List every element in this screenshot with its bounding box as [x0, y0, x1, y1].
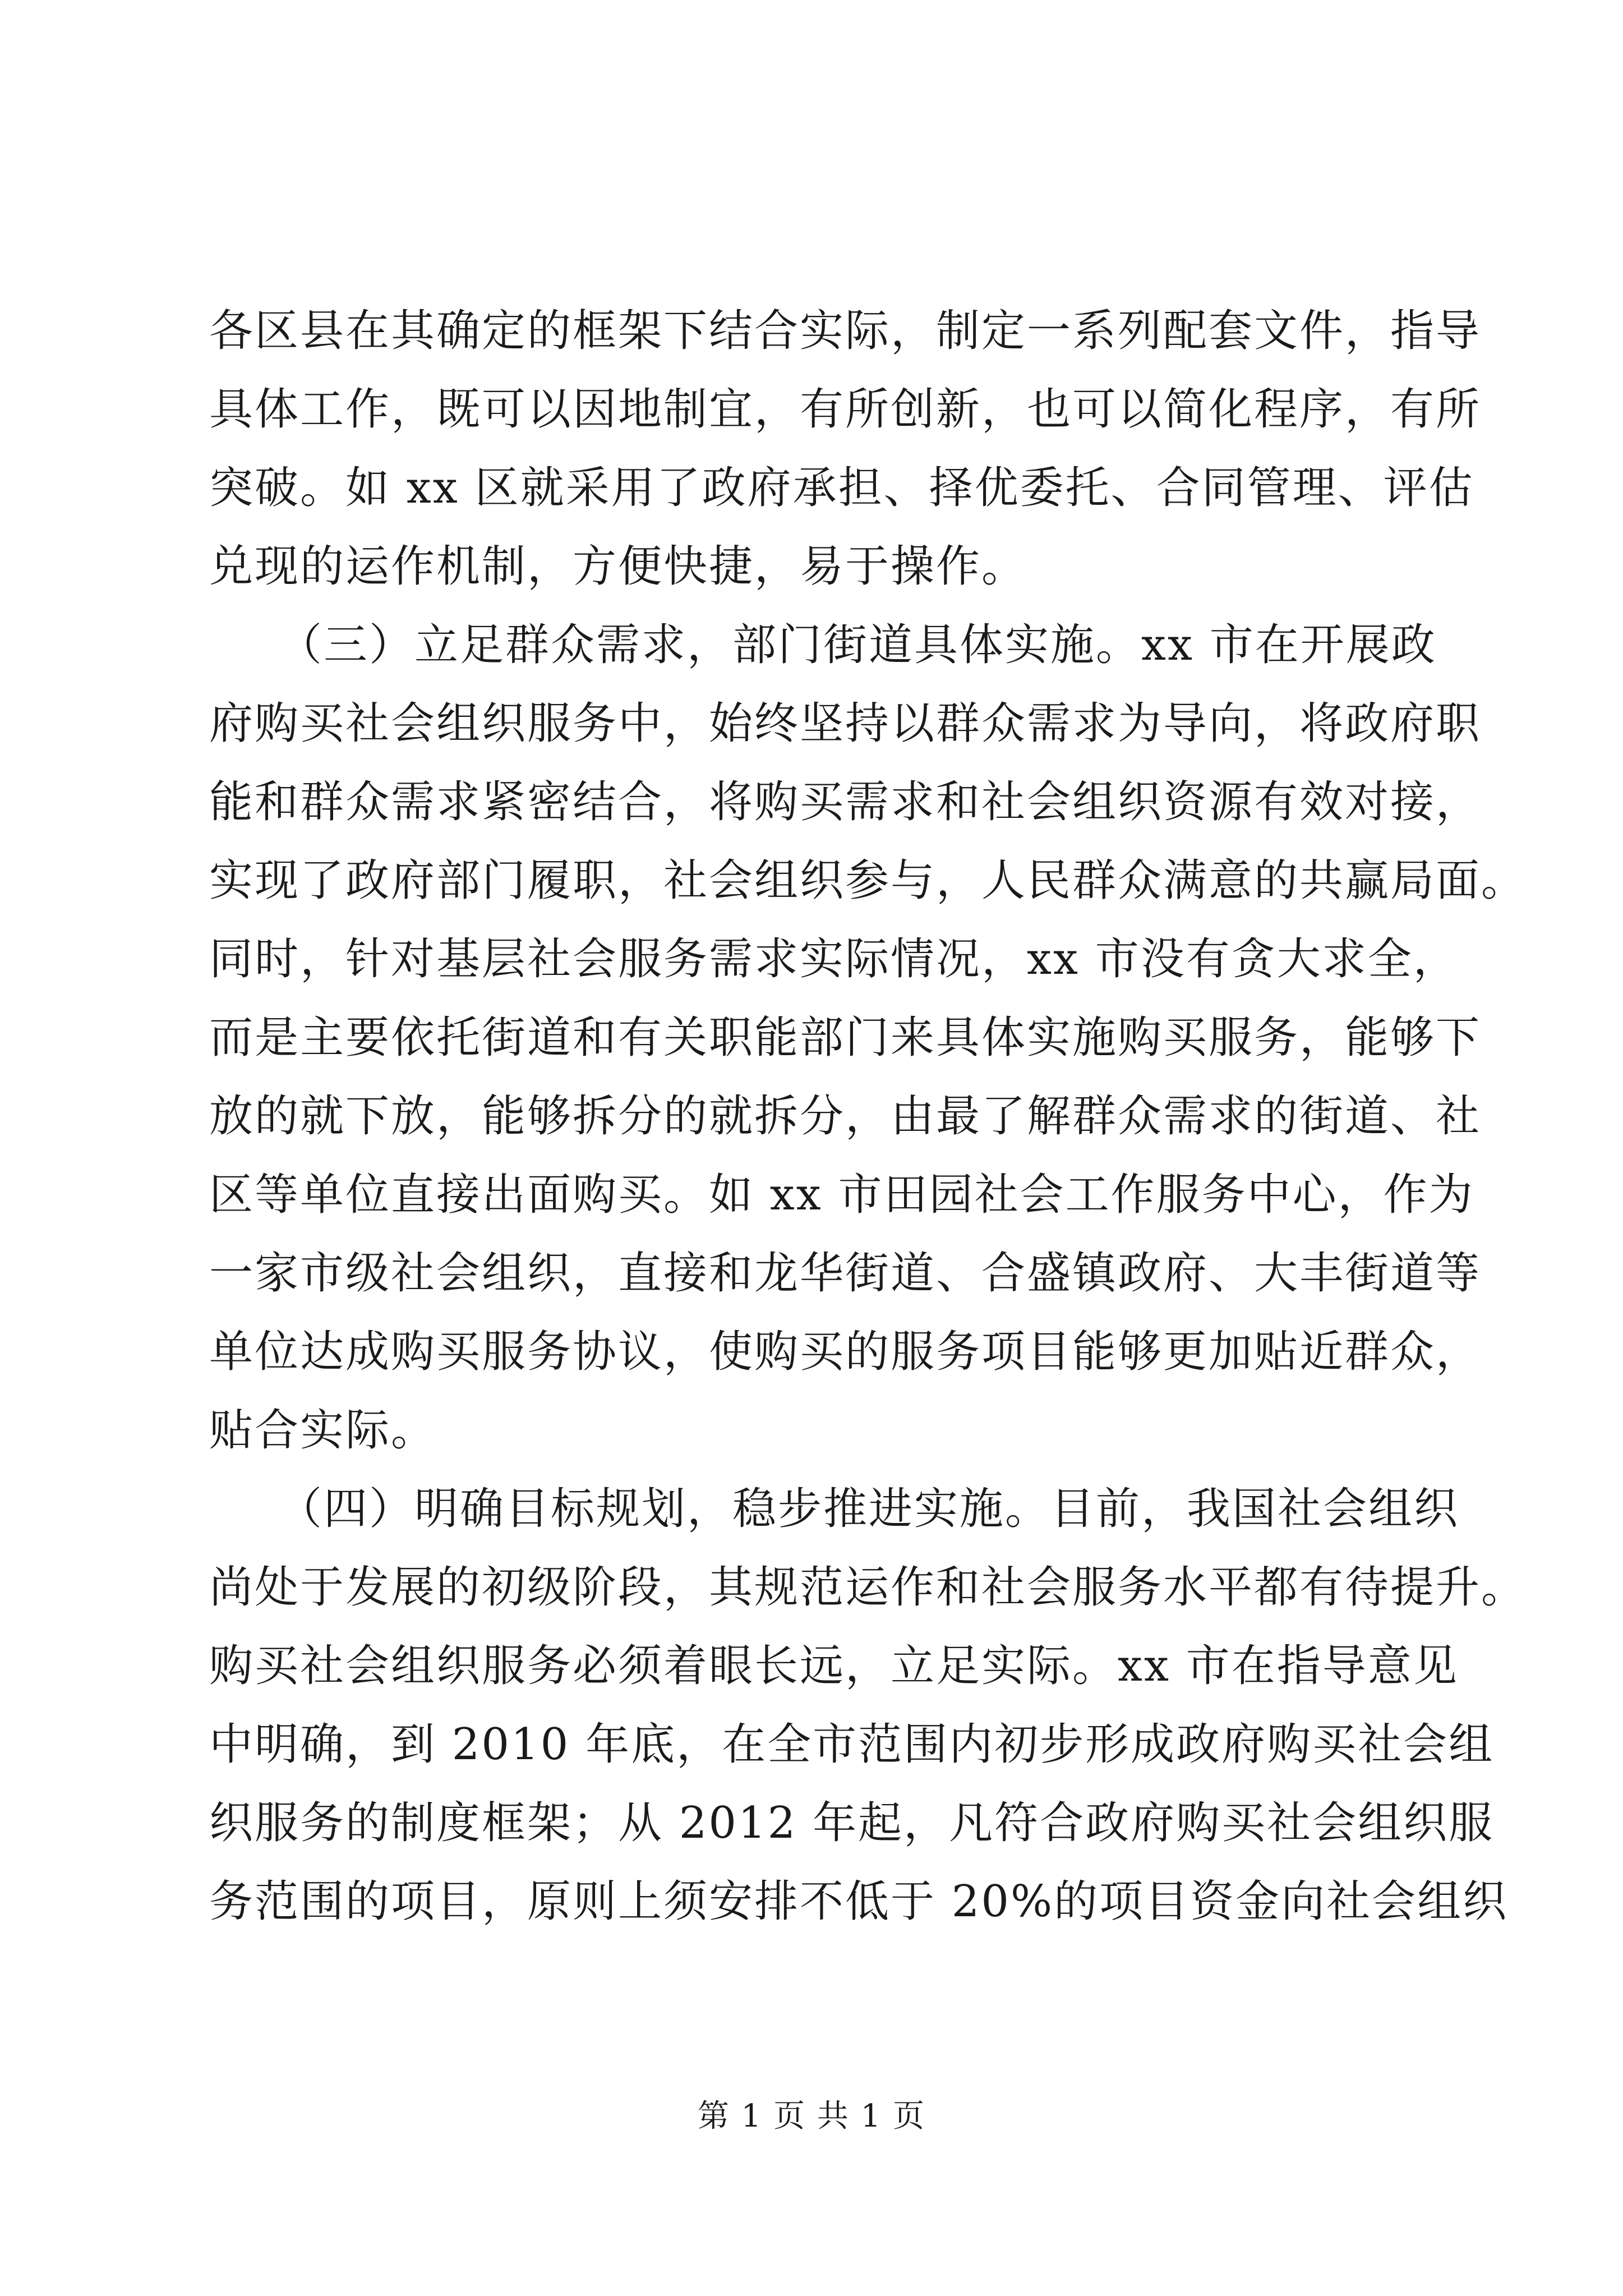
text-line: 单位达成购买服务协议，使购买的服务项目能够更加贴近群众，	[209, 1327, 1482, 1377]
document-body	[209, 292, 1527, 1941]
text-line: 中明确，到 2010 年底，在全市范围内初步形成政府购买社会组	[209, 1719, 1495, 1770]
page-footer: 第 1 页 共 1 页	[697, 2098, 926, 2134]
text-line: 一家市级社会组织，直接和龙华街道、合盛镇政府、大丰街道等	[209, 1248, 1482, 1299]
text-line: 具体工作，既可以因地制宜，有所创新，也可以简化程序，有所	[209, 384, 1482, 435]
text-line: 务范围的项目，原则上须安排不低于 20%的项目资金向社会组织	[209, 1876, 1509, 1927]
text-line: 各区县在其确定的框架下结合实际，制定一系列配套文件，指导	[209, 306, 1482, 356]
text-line: 放的就下放，能够拆分的就拆分，由最了解群众需求的街道、社	[209, 1091, 1482, 1142]
text-line: 购买社会组织服务必须着眼长远，立足实际。xx 市在指导意见	[209, 1641, 1459, 1691]
text-line: 而是主要依托街道和有关职能部门来具体实施购买服务，能够下	[209, 1013, 1482, 1063]
text-line: 贴合实际。	[209, 1405, 437, 1456]
text-line: 兑现的运作机制，方便快捷，易于操作。	[209, 541, 1027, 592]
text-line: 尚处于发展的初级阶段，其规范运作和社会服务水平都有待提升。	[209, 1562, 1527, 1613]
text-line: 府购买社会组织服务中，始终坚持以群众需求为导向，将政府职	[209, 698, 1482, 749]
text-line: 突破。如 xx 区就采用了政府承担、择优委托、合同管理、评估	[209, 463, 1474, 513]
section-heading-line: （三）立足群众需求，部门街道具体实施。xx 市在开展政	[209, 620, 1437, 670]
text-line: 织服务的制度框架；从 2012 年起，凡符合政府购买社会组织服	[209, 1798, 1495, 1848]
text-line: 区等单位直接出面购买。如 xx 市田园社会工作服务中心，作为	[209, 1170, 1474, 1220]
section-heading-line: （四）明确目标规划，稳步推进实施。目前，我国社会组织	[209, 1484, 1460, 1534]
text-line: 能和群众需求紧密结合，将购买需求和社会组织资源有效对接，	[209, 777, 1482, 827]
text-line: 实现了政府部门履职，社会组织参与，人民群众满意的共赢局面。	[209, 855, 1527, 906]
text-line: 同时，针对基层社会服务需求实际情况，xx 市没有贪大求全，	[209, 934, 1459, 984]
